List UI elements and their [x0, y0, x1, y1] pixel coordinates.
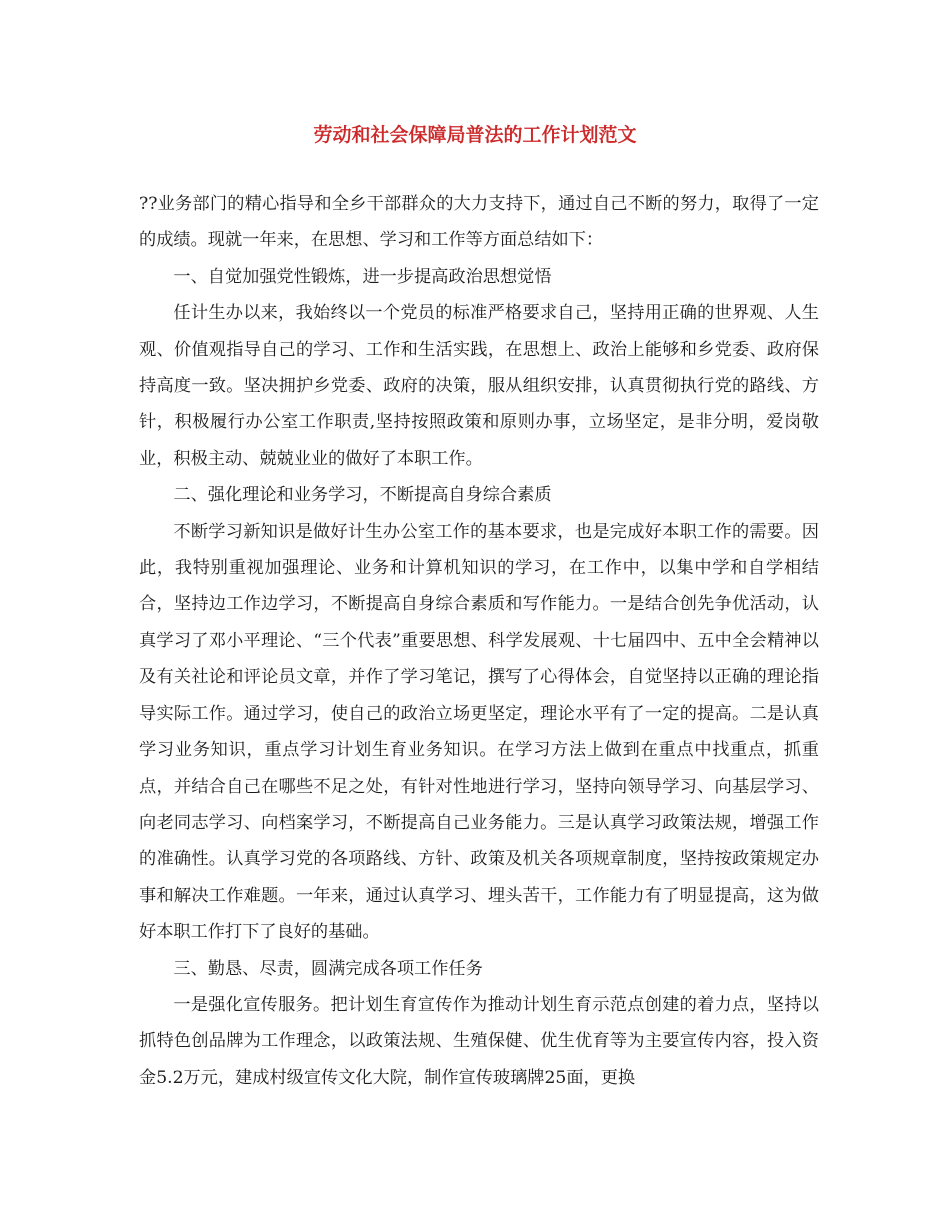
paragraph-intro: ??业务部门的精心指导和全乡干部群众的大力支持下，通过自己不断的努力，取得了一定的成绩。现就一年来，在思想、学习和工作等方面总结如下： [139, 194, 819, 251]
document-title: 劳动和社会保障局普法的工作计划范文 [313, 124, 637, 146]
section-heading-1: 一、自觉加强党性锻炼，进一步提高政治思想觉悟 [173, 266, 552, 287]
paragraph-section-2: 不断学习新知识是做好计生办公室工作的基本要求，也是完成好本职工作的需要。因此，我特别重视加强理论、业务和计算机知识的学习，在工作中，以集中学和自学相结合，坚持边工作边学习，不断提高自身综合素质和写作能力。一是结合创先争优活动，认真学习了邓小平理论、“三个代表”重要思想、科学发展观、十七届四中、五中全会精神以及有关社论和评论员文章，并作了学习笔记，撰写了心得体会，自觉坚持以正确的理论指导实际工作。通过学习，使自己的政治立场更坚定，理论水平有了一定的提高。二是认真学习业务知识，重点学习计划生育业务知识。在学习方法上做到在重点中找重点，抓重点，并结合自己在哪些不足之处，有针对性地进行学习，坚持向领导学习、向基层学习、向老同志学习、向档案学习，不断提高自己业务能力。三是认真学习政策法规，增强工作的准确性。认真学习党的各项路线、方针、政策及机关各项规章制度，坚持按政策规定办事和解决工作难题。一年来，通过认真学习、埋头苦干，工作能力有了明显提高，这为做好本职工作打下了良好的基础。 [139, 521, 819, 943]
section-heading-3: 三、勤恳、尽责，圆满完成各项工作任务 [173, 958, 483, 979]
section-heading-2: 二、强化理论和业务学习，不断提高自身综合素质 [173, 485, 552, 506]
paragraph-section-3: 一是强化宣传服务。把计划生育宣传作为推动计划生育示范点创建的着力点，坚持以抓特色创品牌为工作理念，以政策法规、生殖保健、优生优育等为主要宣传内容，投入资金5.2万元，建成村级宣传文化大院，制作宣传玻璃牌25面，更换 [139, 994, 819, 1088]
paragraph-section-1: 任计生办以来，我始终以一个党员的标准严格要求自己，坚持用正确的世界观、人生观、价值观指导自己的学习、工作和生活实践，在思想上、政治上能够和乡党委、政府保持高度一致。坚决拥护乡党委、政府的决策，服从组织安排，认真贯彻执行党的路线、方针，积极履行办公室工作职责,坚持按照政策和原则办事，立场坚定，是非分明，爱岗敬业，积极主动、兢兢业业的做好了本职工作。 [139, 303, 819, 469]
document-body [139, 186, 819, 1096]
